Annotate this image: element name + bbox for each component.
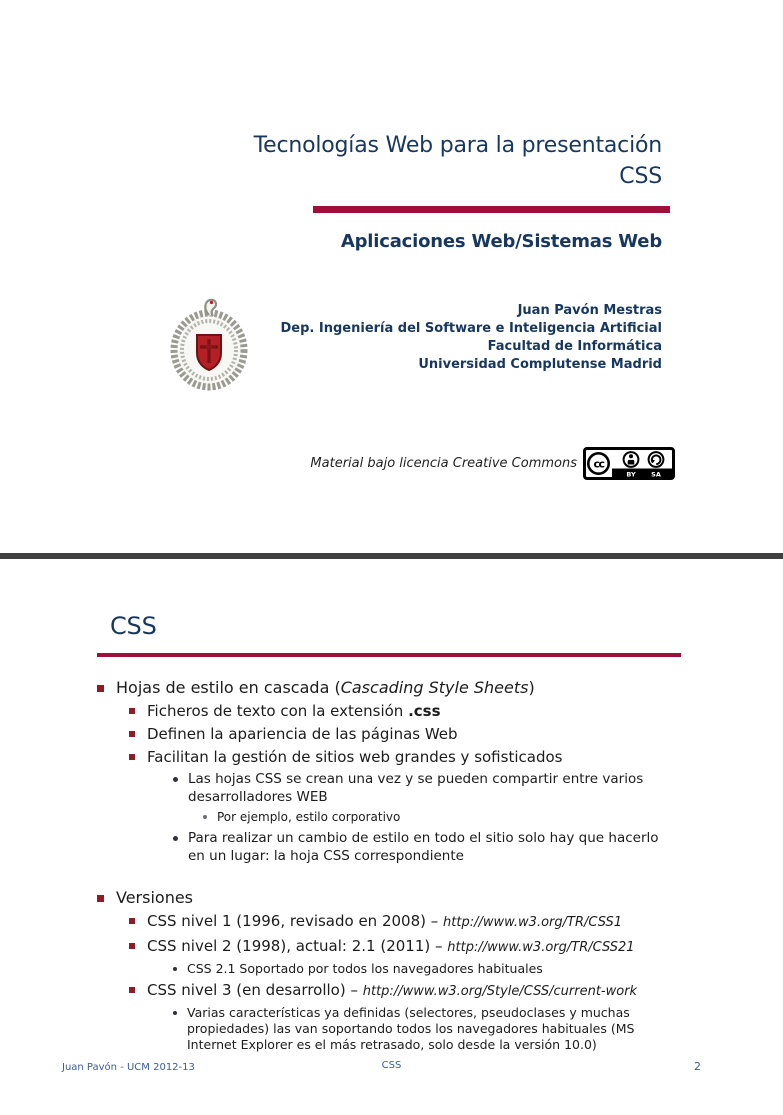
title-line-2: CSS — [619, 164, 662, 189]
square-bullet-icon — [129, 918, 135, 924]
ucm-logo — [163, 295, 255, 391]
square-bullet-icon — [129, 987, 135, 993]
bullet-text: Para realizar un cambio de estilo en todo el sitio solo hay que hacerlo en un lugar: la hoja CSS correspondiente — [188, 830, 659, 864]
author-university: Universidad Complutense Madrid — [418, 357, 662, 372]
author-block — [281, 302, 662, 374]
cc-sa-arrow-icon — [649, 452, 664, 467]
bullet-text: Facilitan la gestión de sitios web grandes y sofisticados — [147, 748, 563, 766]
bullet-text: Por ejemplo, estilo corporativo — [217, 810, 401, 824]
bullet-text: CSS nivel 2 (1998), actual: 2.1 (2011) – http://www.w3.org/TR/CSS21 — [147, 937, 635, 955]
slide-divider — [0, 553, 783, 559]
bullet-text: Las hojas CSS se crean una vez y se pueden compartir entre varios desarrolladores WEB — [188, 771, 644, 805]
bullet-css2 — [129, 936, 697, 958]
cc-by-sa-badge — [583, 447, 675, 480]
course-subtitle: Aplicaciones Web/Sistemas Web — [340, 231, 662, 252]
bullet-text: Ficheros de texto con la extensión .css — [147, 702, 441, 720]
author-name: Juan Pavón Mestras — [517, 303, 662, 318]
bullet-css21-soporte — [173, 961, 697, 977]
square-bullet-icon — [129, 754, 135, 760]
author-dept: Dep. Ingeniería del Software e Inteligencia Artificial — [280, 321, 662, 336]
footer-author: Juan Pavón - UCM 2012-13 — [62, 1062, 195, 1073]
bullet-corporativo — [203, 809, 697, 826]
bullet-css3-detalle — [173, 1005, 697, 1053]
sa-label: SA — [651, 470, 661, 479]
bullet-hojas — [97, 678, 697, 698]
bullet-ficheros — [129, 701, 697, 721]
bullet-text: Definen la apariencia de las páginas Web — [147, 725, 458, 743]
bullet-text: CSS 2.1 Soportado por todos los navegadores habituales — [187, 961, 543, 976]
bullet-text: Hojas de estilo en cascada (Cascading Style Sheets) — [116, 678, 535, 697]
css2-url: http://www.w3.org/TR/CSS21 — [447, 940, 635, 955]
round-bullet-icon — [173, 777, 178, 782]
author-faculty: Facultad de Informática — [487, 339, 662, 354]
footer-title: CSS — [381, 1060, 402, 1071]
bullet-cambio — [173, 829, 697, 865]
by-label: BY — [626, 470, 636, 479]
bullet-versiones — [97, 888, 697, 908]
css1-url: http://www.w3.org/TR/CSS1 — [443, 915, 623, 930]
bullet-text: CSS nivel 3 (en desarrollo) – http://www.w3.org/Style/CSS/current-work — [147, 981, 638, 999]
presentation-title — [254, 130, 662, 192]
bullet-text: CSS nivel 1 (1996, revisado en 2008) – http://www.w3.org/TR/CSS1 — [147, 912, 623, 930]
square-bullet-icon — [129, 731, 135, 737]
title-line-1: Tecnologías Web para la presentación — [253, 133, 662, 158]
round-bullet-icon — [173, 836, 178, 841]
bullet-css1 — [129, 911, 697, 933]
slide-heading: CSS — [110, 612, 157, 640]
square-bullet-icon — [97, 895, 104, 902]
bullet-css3 — [129, 980, 697, 1002]
square-bullet-icon — [97, 685, 104, 692]
bullet-definen — [129, 724, 697, 744]
bullet-compartir — [173, 770, 697, 806]
footer-page-number: 2 — [694, 1060, 701, 1073]
bullet-text: Versiones — [116, 888, 194, 907]
cc-logo-icon — [588, 453, 608, 473]
round-bullet-icon — [173, 967, 177, 971]
square-bullet-icon — [129, 708, 135, 714]
bullet-text: Varias características ya definidas (selectores, pseudoclases y muchas propiedades) las van soportando todos los navegadores habituales (MS Internet Explorer es el más retrasado, solo desde la versión 10.0) — [187, 1005, 635, 1052]
title-accent-rule — [313, 206, 670, 213]
cc-by-person-icon — [624, 452, 639, 467]
round-bullet-icon — [203, 815, 207, 819]
round-bullet-icon — [173, 1011, 177, 1015]
css3-url: http://www.w3.org/Style/CSS/current-work — [362, 984, 638, 999]
heading-accent-rule — [97, 653, 681, 657]
slide-body — [97, 678, 697, 1056]
svg-text:cc: cc — [593, 457, 604, 471]
license-text: Material bajo licencia Creative Commons — [310, 456, 577, 471]
square-bullet-icon — [129, 943, 135, 949]
bullet-facilitan — [129, 747, 697, 767]
